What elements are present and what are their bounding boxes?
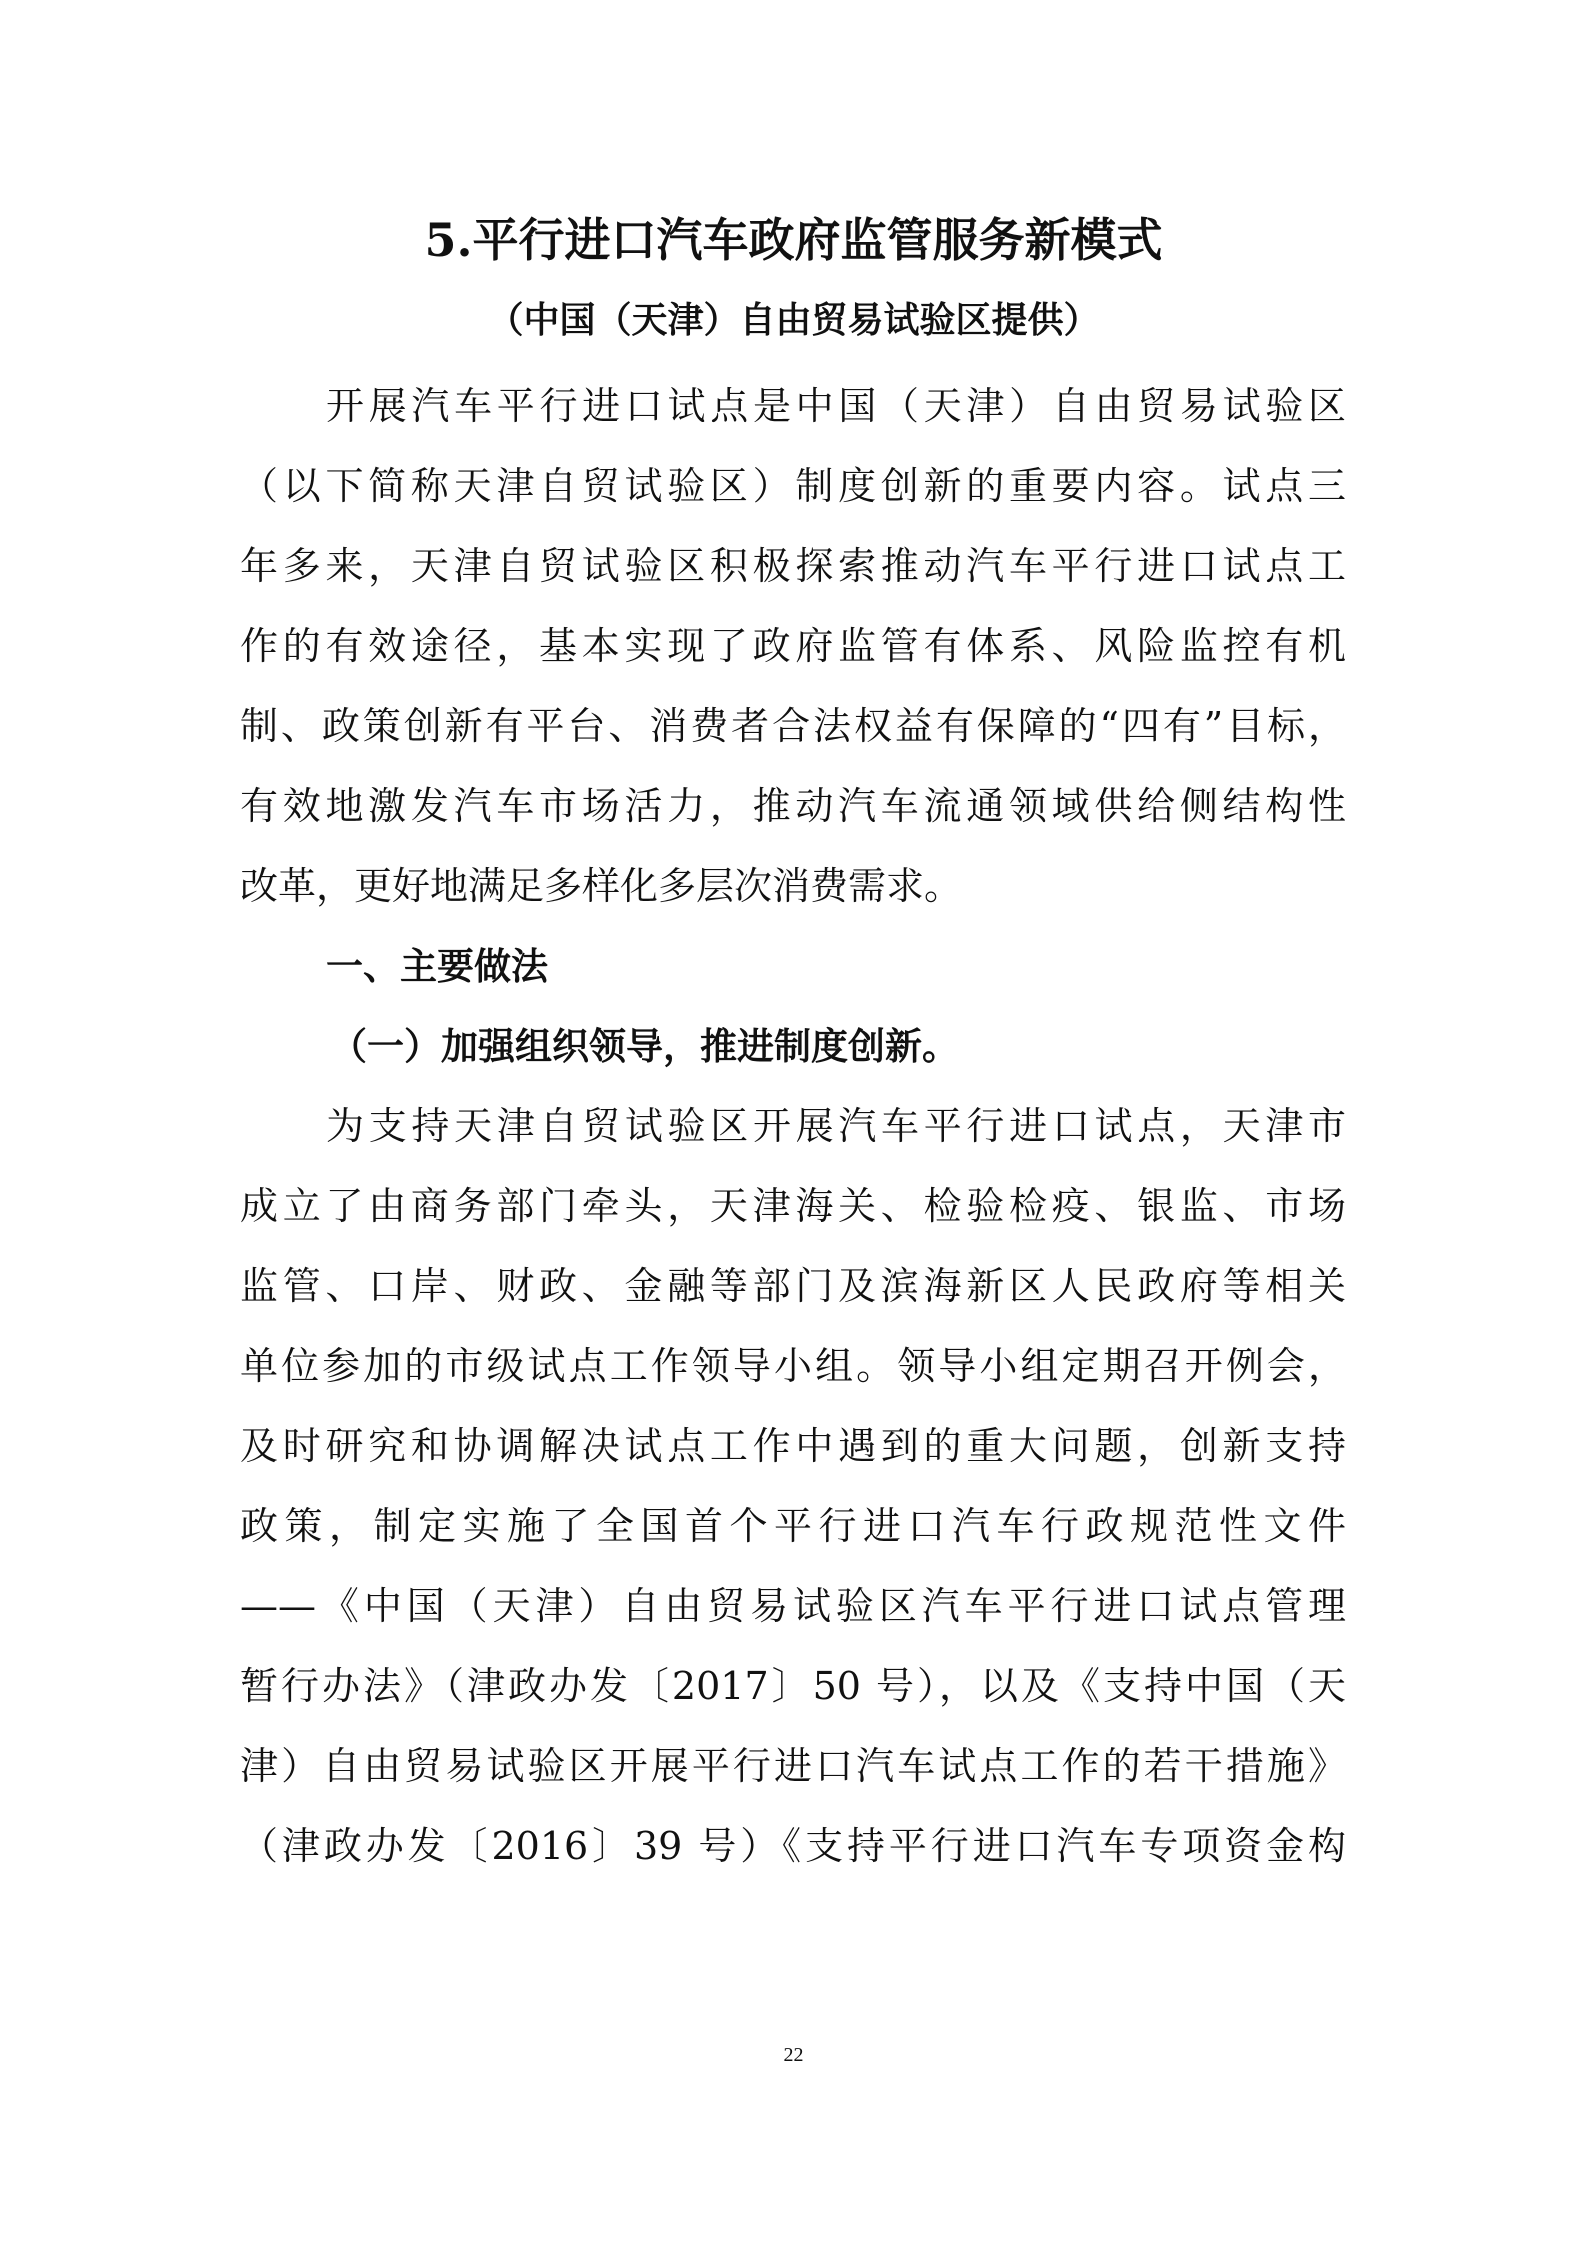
paragraph-2-line-10: （津政办发〔2016〕39 号）《支持平行进口汽车专项资金构	[240, 1824, 1346, 1868]
page-number: 22	[783, 2044, 804, 2066]
document-subtitle: （中国（天津）自由贸易试验区提供）	[487, 299, 1100, 341]
paragraph-2-line-5: 及时研究和协调解决试点工作中遇到的重大问题，创新支持	[240, 1424, 1346, 1468]
paragraph-1-line-1: 开展汽车平行进口试点是中国（天津）自由贸易试验区	[326, 384, 1346, 428]
paragraph-1-line-6: 有效地激发汽车市场活力，推动汽车流通领域供给侧结构性	[240, 784, 1346, 828]
subsection-heading-organization: （一）加强组织领导，推进制度创新。	[330, 1024, 959, 1068]
paragraph-1-line-7: 改革，更好地满足多样化多层次消费需求。	[240, 864, 963, 908]
paragraph-2-line-9: 津）自由贸易试验区开展平行进口汽车试点工作的若干措施》	[240, 1744, 1346, 1788]
paragraph-2-line-4: 单位参加的市级试点工作领导小组。领导小组定期召开例会，	[240, 1344, 1346, 1388]
paragraph-2-line-3: 监管、口岸、财政、金融等部门及滨海新区人民政府等相关	[240, 1264, 1346, 1308]
paragraph-1-line-5: 制、政策创新有平台、消费者合法权益有保障的“四有”目标，	[240, 704, 1346, 748]
paragraph-1-line-3: 年多来，天津自贸试验区积极探索推动汽车平行进口试点工	[240, 544, 1346, 588]
paragraph-2-line-8: 暂行办法》（津政办发〔2017〕50 号），以及《支持中国（天	[240, 1664, 1346, 1708]
document-title: 5.平行进口汽车政府监管服务新模式	[424, 213, 1163, 267]
paragraph-2-line-7: ——《中国（天津）自由贸易试验区汽车平行进口试点管理	[240, 1584, 1346, 1628]
paragraph-1-line-2: （以下简称天津自贸试验区）制度创新的重要内容。试点三	[240, 464, 1346, 508]
paragraph-1-line-4: 作的有效途径，基本实现了政府监管有体系、风险监控有机	[240, 624, 1346, 668]
paragraph-2-line-1: 为支持天津自贸试验区开展汽车平行进口试点，天津市	[326, 1104, 1346, 1148]
paragraph-2-line-2: 成立了由商务部门牵头，天津海关、检验检疫、银监、市场	[240, 1184, 1346, 1228]
section-heading-main-practices: 一、主要做法	[326, 944, 548, 988]
paragraph-2-line-6: 政策，制定实施了全国首个平行进口汽车行政规范性文件	[240, 1504, 1346, 1548]
